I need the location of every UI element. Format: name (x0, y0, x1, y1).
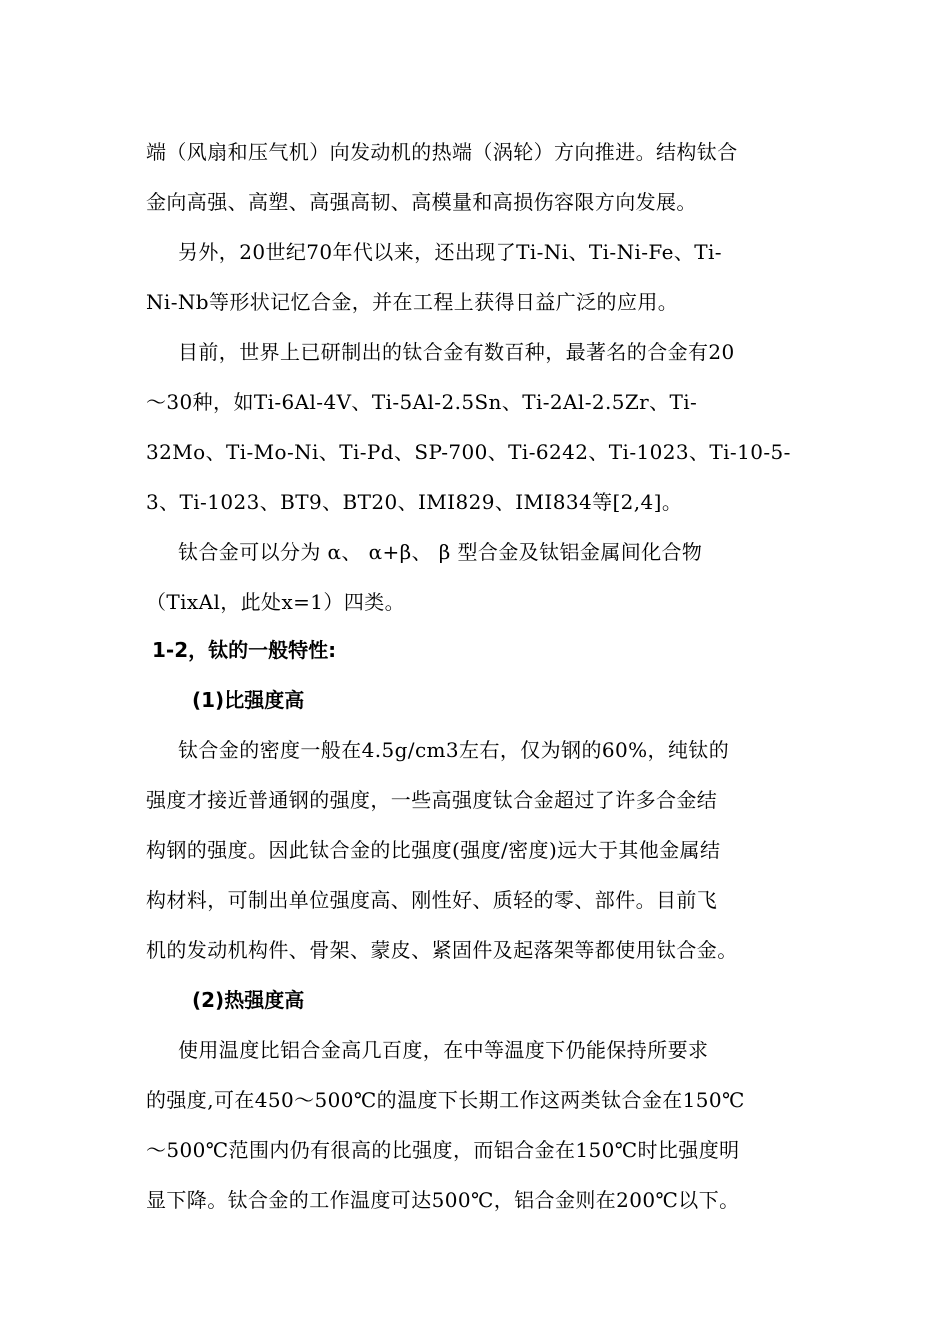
subsection-heading: (1)比强度高 (192, 688, 305, 712)
subsection-heading: (2)热强度高 (192, 988, 305, 1012)
paragraph-line: 金向高强、高塑、高强高韧、高模量和高损伤容限方向发展。 (146, 190, 697, 214)
paragraph-line: 端（风扇和压气机）向发动机的热端（涡轮）方向推进。结构钛合 (146, 140, 738, 164)
paragraph-line: 32Mo、Ti-Mo-Ni、Ti-Pd、SP-700、Ti-6242、Ti-1023、Ti-10-5- (146, 440, 791, 464)
paragraph-line: 3、Ti-1023、BT9、BT20、IMI829、IMI834等[2,4]。 (146, 490, 683, 514)
section-heading: 1-2，钛的一般特性: (152, 638, 337, 662)
paragraph-line: 强度才接近普通钢的强度，一些高强度钛合金超过了许多合金结 (146, 788, 718, 812)
paragraph-line: 钛合金的密度一般在4.5g/cm3左右，仅为钢的60%，纯钛的 (178, 738, 730, 762)
paragraph-line: ～30种，如Ti-6Al-4V、Ti-5Al-2.5Sn、Ti-2Al-2.5Zr、Ti- (146, 390, 698, 414)
paragraph-line: 构钢的强度。因此钛合金的比强度(强度/密度)远大于其他金属结 (146, 838, 721, 862)
paragraph-line: 另外，20世纪70年代以来，还出现了Ti-Ni、Ti-Ni-Fe、Ti- (178, 240, 722, 264)
paragraph-line: 钛合金可以分为 α、 α+β、 β 型合金及钛铝金属间化合物 (178, 540, 703, 564)
paragraph-line: （TixAl，此处x=1）四类。 (146, 590, 406, 614)
paragraph-line: ～500℃范围内仍有很高的比强度，而铝合金在150℃时比强度明 (146, 1138, 740, 1162)
paragraph-line: 机的发动机构件、骨架、蒙皮、紧固件及起落架等都使用钛合金。 (146, 938, 738, 962)
paragraph-line: 构材料，可制出单位强度高、刚性好、质轻的零、部件。目前飞 (146, 888, 718, 912)
paragraph-line: 目前，世界上已研制出的钛合金有数百种，最著名的合金有20 (178, 340, 735, 364)
paragraph-line: Ni-Nb等形状记忆合金，并在工程上获得日益广泛的应用。 (146, 290, 679, 314)
paragraph-line: 使用温度比铝合金高几百度，在中等温度下仍能保持所要求 (178, 1038, 709, 1062)
paragraph-line: 的强度,可在450～500℃的温度下长期工作这两类钛合金在150℃ (146, 1088, 745, 1112)
paragraph-line: 显下降。钛合金的工作温度可达500℃，铝合金则在200℃以下。 (146, 1188, 740, 1212)
